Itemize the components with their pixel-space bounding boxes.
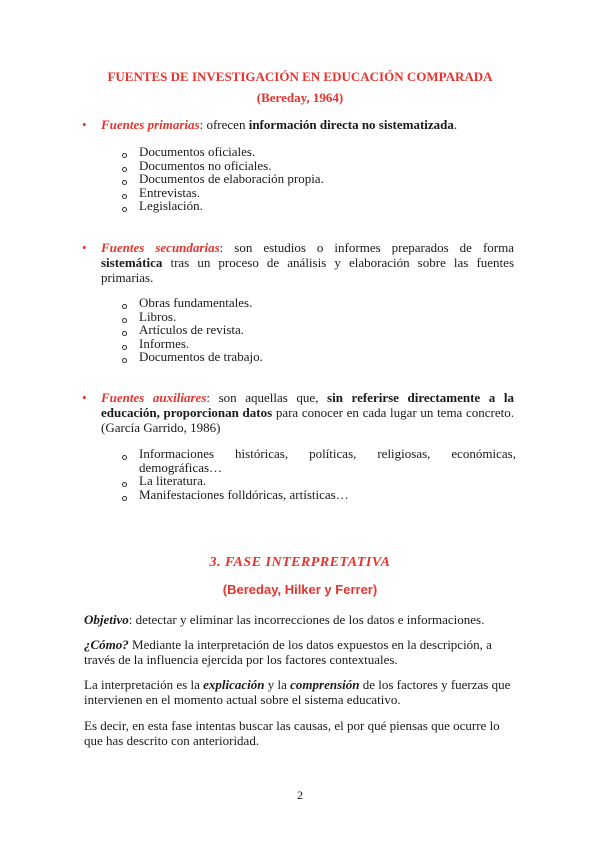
term-auxiliares: Fuentes auxiliares [101,390,207,405]
bullet-fuentes-auxiliares: • Fuentes auxiliares: son aquellas que, sin referirse directamente a la educación, proporcionan datos para conocer en cada lugar un tema concreto. (García Garrido, 1986) [82,390,514,435]
bullet-fuentes-secundarias: • Fuentes secundarias: son estudios o informes preparados de forma sistemática tras un proceso de análisis y elaboración sobre las fuentes primarias. [82,240,514,285]
bullet-fuentes-primarias: • Fuentes primarias: ofrecen información directa no sistematizada. [82,117,458,132]
term-primarias: Fuentes primarias [101,117,200,132]
paragraph-como: ¿Cómo? Mediante la interpretación de los datos expuestos en la descripción, a través de la influencia ejercida por los factores contextuales. [84,637,492,667]
list-item: Obras fundamentales. [120,296,516,310]
list-secundarias [120,296,516,364]
label-objetivo: Objetivo [84,612,129,627]
list-item: Informaciones históricas, políticas, religiosas, económicas, demográficas… [120,447,516,474]
list-item: Entrevistas. [120,186,516,200]
paragraph-interpretacion: La interpretación es la explicación y la comprensión de los factores y fuerzas que intervienen en el momento actual sobre el sistema educativo. [84,677,511,707]
list-item: Documentos oficiales. [120,145,516,159]
list-item: Documentos de elaboración propia. [120,172,516,186]
bullet-dot: • [82,117,87,132]
list-item: Legislación. [120,199,516,213]
page-number: 2 [297,788,303,802]
page-subtitle: (Bereday, 1964) [256,90,344,105]
label-como: ¿Cómo? [84,637,129,652]
section-title: 3. FASE INTERPRETATIVA [209,555,391,570]
paragraph-es-decir: Es decir, en esta fase intentas buscar las causas, el por qué piensas que ocurre lo que has descrito con anterioridad. [84,718,500,748]
list-primarias [120,145,516,213]
list-item: Documentos no oficiales. [120,159,516,173]
list-item: Manifestaciones folldóricas, artísticas… [120,488,516,502]
list-item: La literatura. [120,474,516,488]
list-item: Documentos de trabajo. [120,350,516,364]
term-secundarias: Fuentes secundarias [101,240,220,255]
list-item: Informes. [120,337,516,351]
list-auxiliares [120,447,516,501]
list-item: Artículos de revista. [120,323,516,337]
section-authors: (Bereday, Hilker y Ferrer) [222,582,378,597]
list-item: Libros. [120,310,516,324]
paragraph-objetivo: Objetivo: detectar y eliminar las incorrecciones de los datos e informaciones. [84,612,485,627]
bullet-dot: • [82,390,87,405]
bullet-dot: • [82,240,87,255]
page-title: FUENTES DE INVESTIGACIÓN EN EDUCACIÓN COMPARADA [107,69,493,84]
